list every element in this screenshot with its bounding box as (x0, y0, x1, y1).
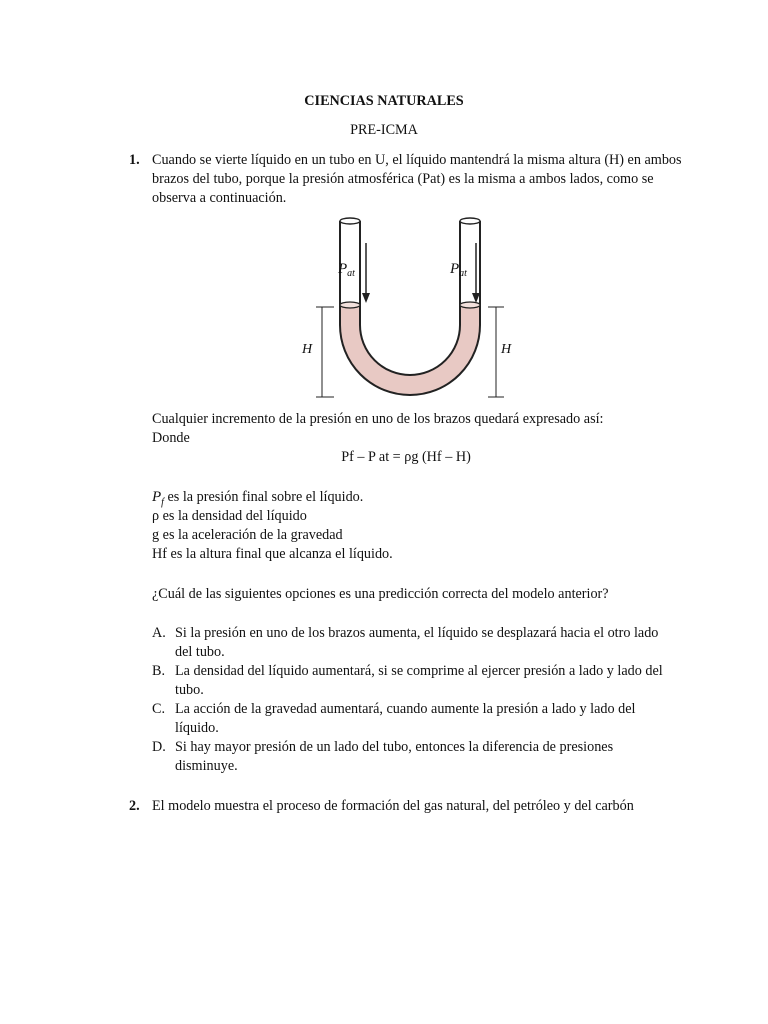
where-label: Donde (152, 430, 190, 446)
option-d[interactable]: D. Si hay mayor presión de un lado del tubo, entonces la diferencia de presiones disminuye. (152, 739, 614, 774)
right-height-label: H (501, 342, 512, 357)
definition-rho: ρ es la densidad del líquido (152, 508, 307, 524)
left-pressure-label: $P_{at}$ (338, 261, 355, 279)
question-1-number: 1. (129, 152, 140, 168)
page-title: CIENCIAS NATURALES (304, 93, 464, 109)
right-liquid-surface (460, 302, 480, 308)
u-tube-figure (300, 213, 520, 401)
increment-statement: Cualquier incremento de la presión en uno de los brazos quedará expresado así: (152, 411, 604, 427)
right-tube-opening (460, 218, 480, 224)
question-1-text: Cuando se vierte líquido en un tubo en U, el líquido mantendrá la misma altura (H) en ambos brazos del tubo, porque la presión atmosférica (Pat) es la misma a ambos lados, como se observa a continuación. (152, 152, 682, 206)
page-subtitle: PRE-ICMA (350, 122, 418, 138)
answer-options (152, 624, 672, 776)
pressure-formula: Pf – P at = ρg (Hf – H) (341, 449, 471, 465)
definition-pf: $P_f$ es la presión final sobre el líquido. (152, 489, 364, 508)
option-a[interactable]: A. Si la presión en uno de los brazos aumenta, el líquido se desplazará hacia el otro lado del tubo. (152, 625, 659, 660)
option-b[interactable]: B. La densidad del líquido aumentará, si se comprime al ejercer presión a lado y lado del tubo. (152, 663, 663, 698)
question-2-number: 2. (129, 798, 140, 814)
definition-hf: Hf es la altura final que alcanza el líquido. (152, 546, 393, 562)
right-pressure-label: $P_{at}$ (450, 261, 467, 279)
question-prompt: ¿Cuál de las siguientes opciones es una predicción correcta del modelo anterior? (152, 586, 609, 602)
tube-inner-wall (360, 221, 460, 375)
left-tube-opening (340, 218, 360, 224)
left-liquid-surface (340, 302, 360, 308)
option-c[interactable]: C. La acción de la gravedad aumentará, cuando aumente la presión a lado y lado del líquido. (152, 701, 636, 736)
pf-symbol: $P_f$ (152, 489, 164, 508)
left-height-label: H (302, 342, 313, 357)
question-2-text: El modelo muestra el proceso de formación del gas natural, del petróleo y del carbón (152, 798, 634, 814)
definitions-list (152, 488, 393, 564)
definition-g: g es la aceleración de la gravedad (152, 527, 343, 543)
